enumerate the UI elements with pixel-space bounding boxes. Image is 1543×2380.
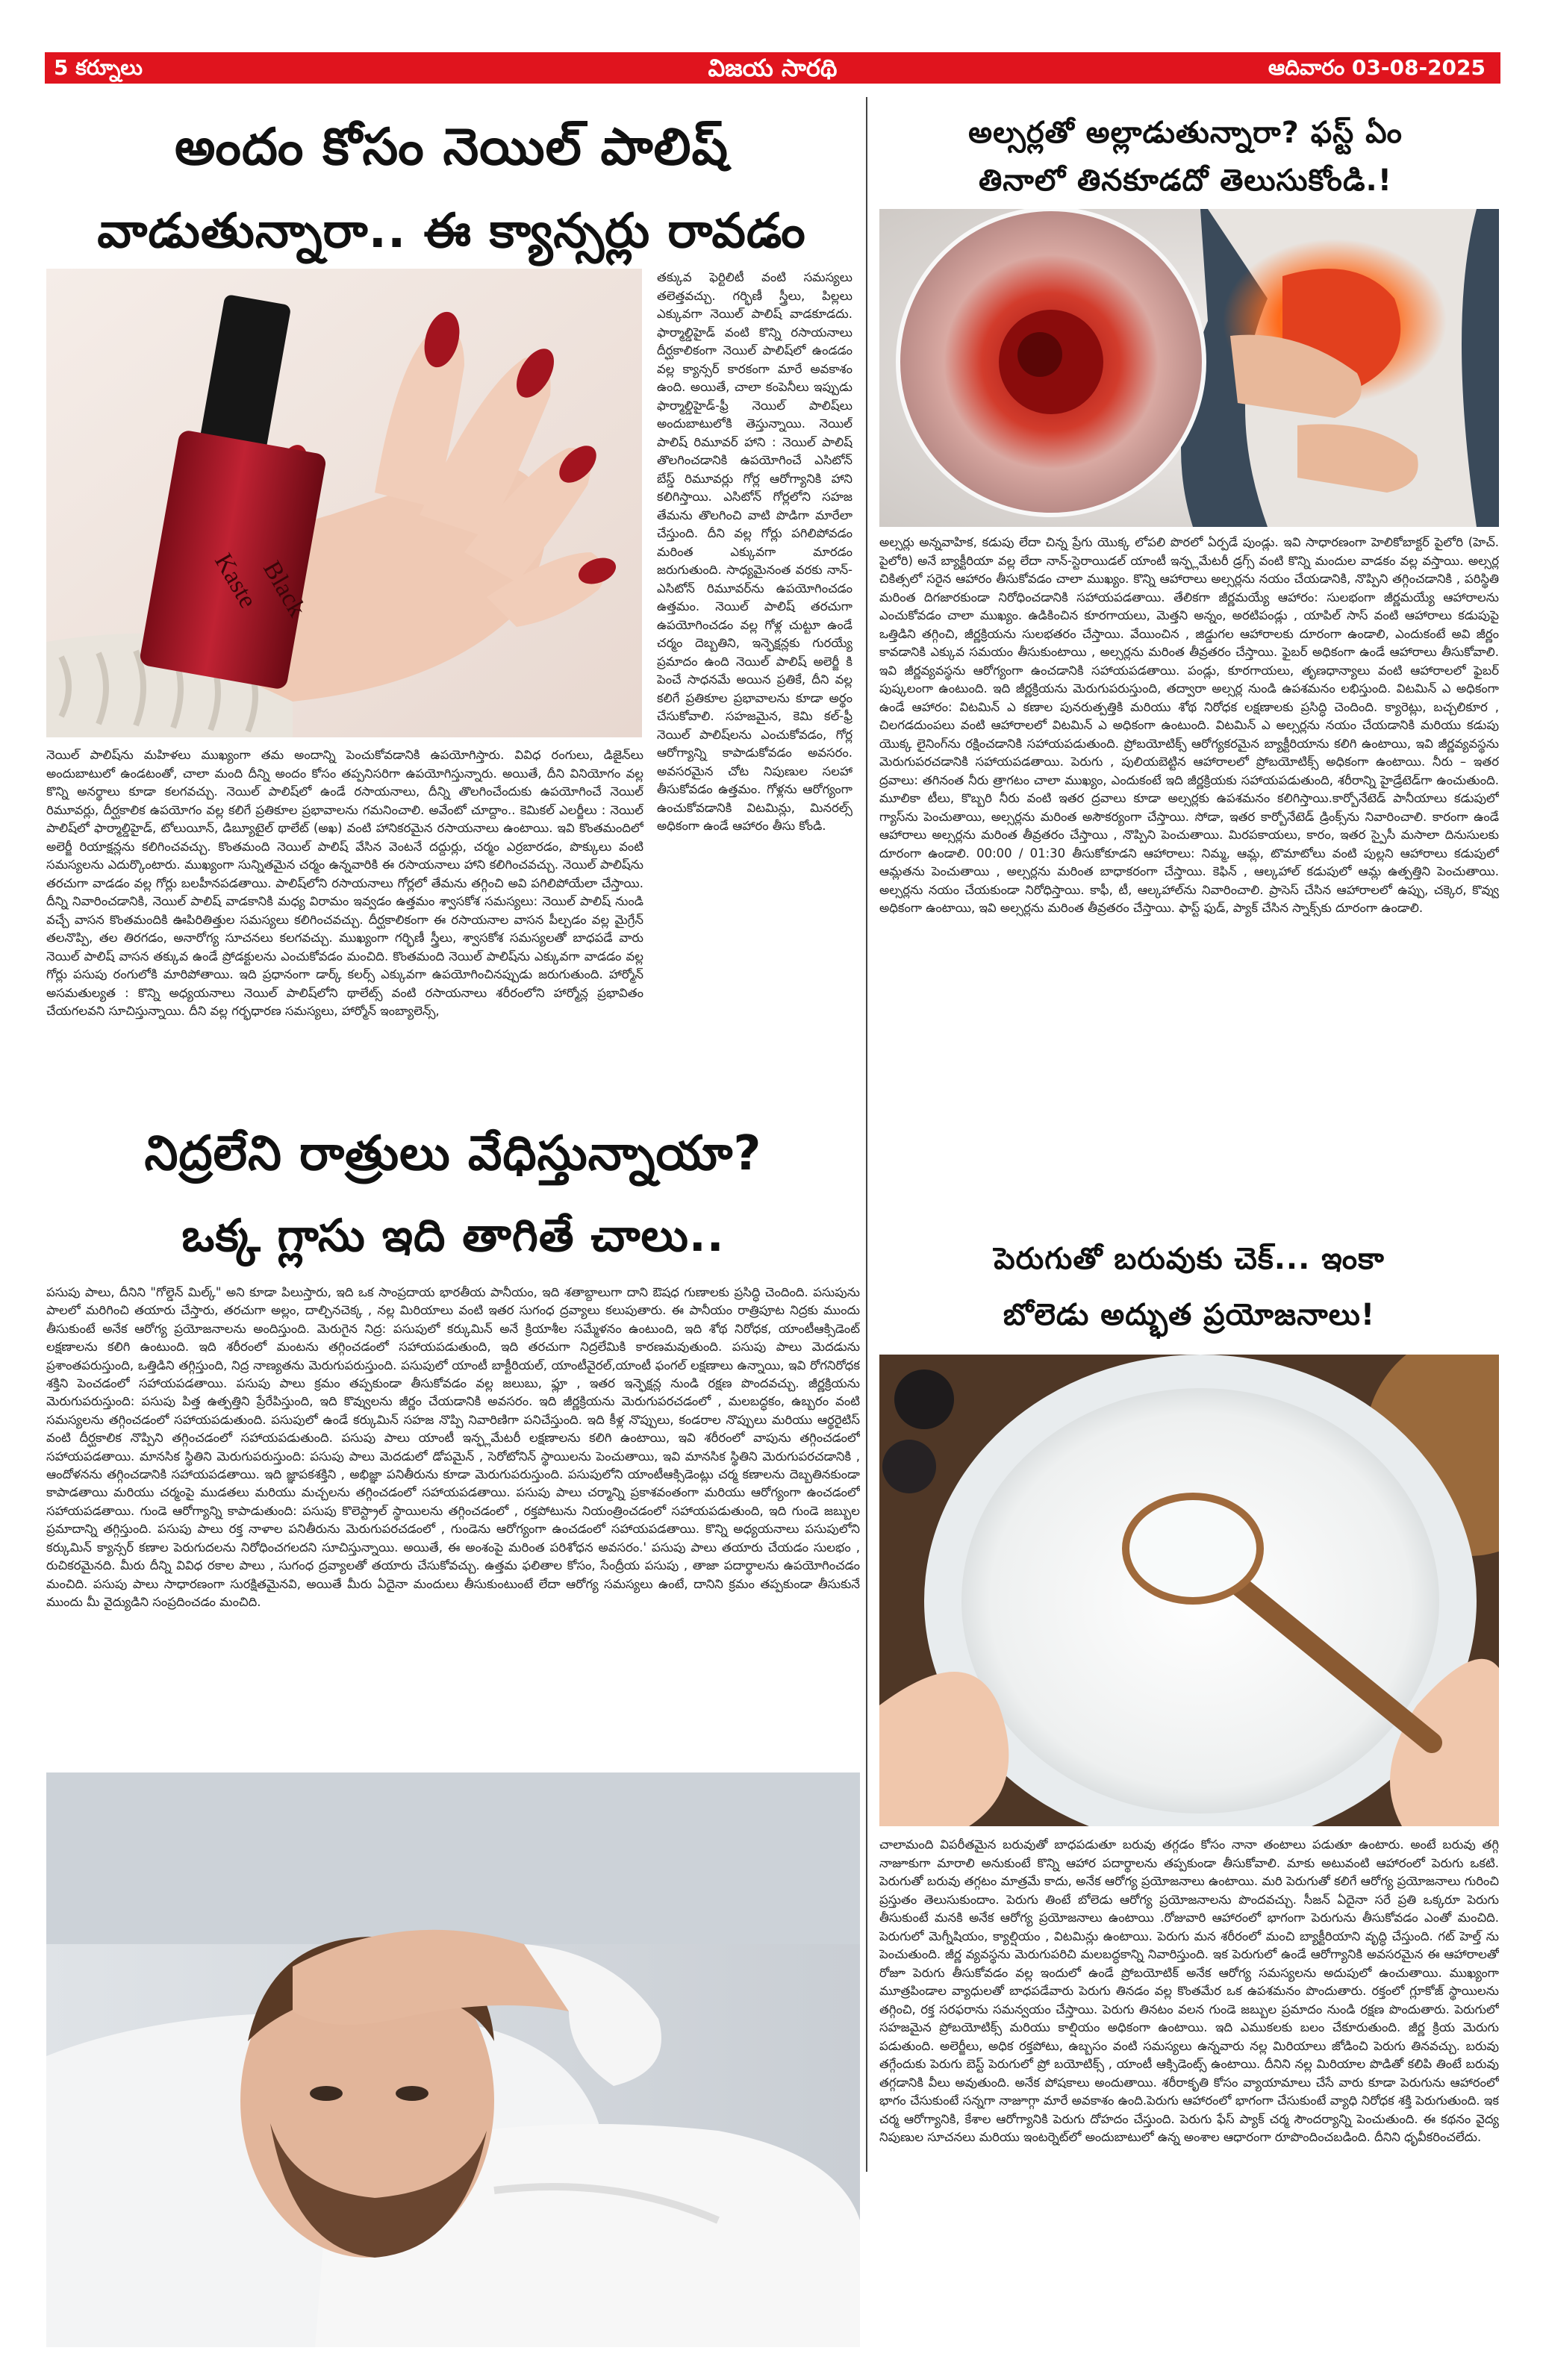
nail-headline-line2: వాడుతున్నారా.. ఈ క్యాన్సర్లు రావడం <box>97 204 806 259</box>
ulcer-headline-line2: తినాలో తినకూడదో తెలుసుకోండి.! <box>979 163 1392 198</box>
nail-polish-photo <box>46 269 642 737</box>
nail-side-text: తక్కువ ఫెర్టిలిటీ వంటి సమస్యలు తలెత్తవచ్చు. గర్భిణీ స్త్రీలు, పిల్లలు ఎక్కువగా నెయిల్ పాలిష్ వాడకూడదు. ఫార్మాల్డిహైడ్ వంటి కొన్ని రసాయనాలు దీర్ఘకాలికంగా నెయిల్ పాలిష్‌లో ఉండడం వల్ల క్యాన్సర్ కారకంగా మారే అవకాశం ఉంది. అయితే, చాలా కంపెనీలు ఇప్పుడు ఫార్మాల్డిహైడ్-ఫ్రీ నెయిల్ పాలిష్‌లు అందుబాటులోకి తెస్తున్నాయి. నెయిల్ పాలిష్ రిమూవర్ హాని : నెయిల్ పాలిష్ తొలగించడానికి ఉపయోగించే ఎసిటోన్ బేస్డ్ రిమూవర్లు గోర్ల ఆరోగ్యానికి హాని కలిగిస్తాయి. ఎసిటోన్ గోర్లలోని సహజ తేమను తొలగించి వాటి పొడిగా మారేలా చేస్తుంది. దీని వల్ల గోర్లు పగిలిపోవడం మరింత ఎక్కువగా మారడం జరుగుతుంది. సాధ్యమైనంత వరకు నాన్-ఎసిటోన్ రిమూవర్‌ను ఉపయోగించడం ఉత్తమం. నెయిల్ పాలిష్ తరచుగా ఉపయోగించడం వల్ల గోళ్ల చుట్టూ ఉండే చర్మం దెబ్బతిని, ఇన్ఫెక్షన్లకు గురయ్యే ప్రమాదం ఉంది నెయిల్ పాలిష్ అలెర్జీ కి పెంచే సాధనమే అయిన ప్రతికే, దీని వల్ల కలిగే ప్రతికూల ప్రభావాలను కూడా అర్థం చేసుకోవాలి. సహజమైన, కెమి కల్-ఫ్రీ నెయిల్ పాలిష్‌లను ఎంచుకోవడం, గోర్ల ఆరోగ్యాన్ని కాపాడుకోవడం అవసరం. అవసరమైన చోట నిపుణుల సలహా తీసుకోవడం ఉత్తమం. గోళ్లను ఆరోగ్యంగా ఉంచుకోవడానికి విటమిన్లు, మినరల్స్ అధికంగా ఉండే ఆహారం తీసు కోండి. <box>657 270 852 833</box>
nail-headline-line1: అందం కోసం నెయిల్ పాలిష్ <box>175 118 729 177</box>
ulcer-headline-line1: అల్సర్లతో అల్లాడుతున్నారా? ఫస్ట్ ఏం <box>968 116 1403 150</box>
curd-body-text: చాలామంది విపరీతమైన బరువుతో బాధపడుతూ బరువు తగ్గడం కోసం నానా తంటాలు పడుతూ ఉంటారు. అంటే బరువు తగ్గి నాజూకుగా మారాలి అనుకుంటే కొన్ని ఆహార పదార్థాలను తప్పకుండా తీసుకోవాలి. మాకు అటువంటి ఆహారంలో పెరుగు ఒకటి. పెరుగుతో బరువు తగ్గటం మాత్రమే కాదు, అనేక ఆరోగ్య ప్రయోజనాలు ఉంటాయి. మరి పెరుగుతో కలిగే ఆరోగ్య ప్రయోజనాలు గురించి ప్రస్తుతం తెలుసుకుందాం. పెరుగు తింటే బోలెడు ఆరోగ్య ప్రయోజనాలను పొందవచ్చు. సీజన్ ఏదైనా సరే ప్రతి ఒక్కరూ పెరుగు తీసుకుంటే మనకి అనేక ఆరోగ్య ప్రయోజనాలు ఉంటాయి .రోజువారి ఆహారంలో భాగంగా పెరుగును తీసుకోవడం ఎంతో మంచిది. పెరుగులో మెగ్నీషియం, క్యాల్షియం , విటమిన్లు ఉంటాయి. పెరుగు మన శరీరంలో మంచి బ్యాక్టీరియాని వృద్ధి చేస్తుంది. గట్ హెల్త్ ను పెంచుతుంది. జీర్ణ వ్యవస్థను మెరుగుపరిచి మలబద్ధకాన్ని నివారిస్తుంది. ఇక పెరుగులో ఉండే ఆరోగ్యానికి అవసరమైన ఈ ఆహారాలతో రోజూ పెరుగు తీసుకోవడం వల్ల ఇందులో ఉండే ప్రోబయోటిక్ అనేక ఆరోగ్య సమస్యలను అదుపులో ఉంచుతాయి. ముఖ్యంగా మూత్రపిండాల వ్యాధులతో బాధపడేవారు పెరుగు తినడం వల్ల కొంతమేర ఒక ఉపశమనం పొందుతారు. రక్తంలో గ్లూకోజ్ స్థాయిలను తగ్గించి, రక్త సరఫరాను సమన్వయం చేస్తాయి. పెరుగు తినటం వలన గుండె జబ్బుల ప్రమాదం నుండి రక్షణ పొందుతారు. పెరుగులో సహజమైన ప్రోబయోటిక్స్ మరియు కాల్షియం అధికంగా ఉంటాయి. ఇది ఎముకలకు బలం చేకూరుతుంది. జీర్ణ క్రియ మెరుగు పడుతుంది. అలెర్జీలు, అధిక రక్తపోటు, ఉబ్బసం వంటి సమస్యలు ఉన్నవారు నల్ల మిరియాలు జోడించి పెరుగు తినవచ్చు. బరువు తగ్గేందుకు పెరుగు బెస్ట్ పెరుగులో ప్రో బయోటిక్స్ , యాంటీ ఆక్సిడెంట్స్ ఉంటాయి. దీనిని నల్ల మిరియాల పొడితో కలిపి తింటే బరువు తగ్గడానికి వీలు అవుతుంది. అనేక పోషకాలు అందుతాయి. శరీరాకృతి కోసం వ్యాయామాలు చేసే వారు కూడా పెరుగును ఆహారంలో భాగం చేసుకుంటే సన్నగా నాజూగ్గా మారే అవకాశం ఉంది.పెరుగు ఆహారంలో భాగంగా చేసుకుంటే వ్యాధి నిరోధక శక్తి పెరుగుతుంది. ఇక చర్మ ఆరోగ్యానికి, కేశాల ఆరోగ్యానికి పెరుగు దోహదం చేస్తుంది. పెరుగు ఫేస్ ప్యాక్ చర్మ సౌందర్యాన్ని పెంచుతుంది. ఈ కథనం వైద్య నిపుణుల సూచనలు మరియు ఇంటర్నెట్‌లో అందుబాటులో ఉన్న అంశాల ఆధారంగా రూపొందించబడింది. దీనిని ధృవీకరించలేదు. <box>879 1837 1499 2144</box>
masthead-band <box>45 52 1500 84</box>
page-label: 5 కర్నూలు <box>54 55 143 80</box>
sleepless-man-photo <box>46 1772 860 2347</box>
sleep-headline-line1-visible: నిద్రలేని రాత్రులు వేధిస్తున్నాయా? <box>144 1126 762 1181</box>
issue-date: ఆదివారం 03-08-2025 <box>1268 55 1486 80</box>
paper-name: విజయ సారథి <box>708 54 838 82</box>
stomach-ulcer-photo <box>879 209 1499 527</box>
nail-body-text: నెయిల్ పాలిష్‌ను మహిళలు ముఖ్యంగా తమ అందాన్ని పెంచుకోవడానికి ఉపయోగిస్తారు. వివిధ రంగులు, డిజైన్‌లు అందుబాటులో ఉండటంతో, చాలా మంది దీన్ని అందం కోసం తప్పనిసరిగా ఉపయోగిస్తున్నారు. అయితే, దీని వినియోగం వల్ల కొన్ని అనర్థాలు కూడా కలగవచ్చు. నెయిల్ పాలిష్‌లో ఉండే రసాయనాలు, దీన్ని తొలగించేందుకు ఉపయోగించే నెయిల్ రిమూవర్లు, దీర్ఘకాలిక ఉపయోగం వల్ల కలిగే ప్రతికూల ప్రభావాలను గమనించాలి. అవేంటో చూద్దాం.. కెమికల్ ఎలర్జీలు : నెయిల్ పాలిష్‌లో ఫార్మాల్డిహైడ్, టోలుయీన్, డిబ్యూటైల్ థాలేట్ (అఖ) వంటి హానికరమైన రసాయనాలు ఉంటాయి. ఇవి కొంతమందిలో అలెర్జీ రియాక్షన్లను కలిగించవచ్చు. కొంతమంది నెయిల్ పాలిష్ వేసిన వెంటనే దద్దుర్లు, చర్మం ఎర్రబారడం, పొక్కులు వంటి సమస్యలను ఎదుర్కొంటారు. ముఖ్యంగా సున్నితమైన చర్మం ఉన్నవారికి ఈ రసాయనాలు హాని కలిగించవచ్చు. నెయిల్ పాలిష్‌ను తరచుగా వాడడం వల్ల గోర్లు బలహీనపడతాయి. పాలిష్‌లోని రసాయనాలు గోర్లలో తేమను తగ్గించి అవి పగిలిపోయేలా చేస్తాయి. దీన్ని నివారించడానికి, నెయిల్ పాలిష్ వాడకానికి మధ్య విరామం ఇవ్వడం ఉత్తమం శ్వాసకోశ సమస్యలు: నెయిల్ పాలిష్ నుండి వచ్చే వాసన కొంతమందికి ఊపిరితిత్తుల సమస్యలు కలిగించవచ్చు. దీర్ఘకాలికంగా ఈ రసాయనాల వాసన పీల్చడం వల్ల మైగ్రేన్ తలనొప్పి, తల తిరగడం, అనారోగ్య సూచనలు కలగవచ్చు. ముఖ్యంగా గర్భిణీ స్త్రీలు, శ్వాసకోశ సమస్యలతో బాధపడే వారు నెయిల్ పాలిష్ వాసన తక్కువ ఉండే ప్రోడక్టులను ఎంచుకోవడం మంచిది. కొంతమంది నెయిల్ పాలిష్‌ను ఎక్కువగా వాడడం వల్ల గోర్లు పసుపు రంగులోకి మారిపోతాయి. ఇది ప్రధానంగా డార్క్ కలర్స్ ఎక్కువగా ఉపయోగించినప్పుడు జరుగుతుంది. హార్మోన్ అసమతుల్యత : కొన్ని అధ్యయనాలు నెయిల్ పాలిష్‌లోని థాలేట్స్ వంటి రసాయనాలు శరీరంలోని హార్మోన్ల ప్రభావితం చేయగలవని సూచిస్తున్నాయి. దీని వల్ల గర్భధారణ సమస్యలు, హార్మోన్ ఇంబ్యాలెన్స్, <box>46 748 643 1018</box>
curd-bowl-photo <box>879 1355 1499 1826</box>
ulcer-body-text: అల్సర్లు అన్నవాహిక, కడుపు లేదా చిన్న ప్రేగు యొక్క లోపలి పొరలో ఏర్పడే పుండ్లు. ఇవి సాధారణంగా హెలికోబాక్టర్ పైలోరి (హెచ్. పైలోరి) అనే బ్యాక్టీరియా వల్ల లేదా నాన్-స్టెరాయిడల్ యాంటీ ఇన్ఫ్లమేటరీ డ్రగ్స్ వంటి కొన్ని మందుల వాడకం వల్ల వస్తాయి. అల్సర్ల చికిత్సలో సరైన ఆహారం తీసుకోవడం చాలా ముఖ్యం. కొన్ని ఆహారాలు అల్సర్లను నయం చేయడానికి, నొప్పిని తగ్గించడానికి , పరిస్థితి మరింత దిగజారకుండా నిరోధించడానికి సహాయపడతాయి. తేలికగా జీర్ణమయ్యే ఆహారం: సులభంగా జీర్ణమయ్యే ఆహారాలను ఎంచుకోవడం చాలా ముఖ్యం. ఉడికించిన కూరగాయలు, మెత్తని అన్నం, అరటిపండ్లు , యాపిల్ సాస్ వంటి ఆహారాలు కడుపుపై ఒత్తిడిని తగ్గించి, జీర్ణక్రియను సులభతరం చేస్తాయి. వేయించిన , జిడ్డుగల ఆహారాలకు దూరంగా ఉండాలి, ఎందుకంటే అవి జీర్ణం కావడానికి ఎక్కువ సమయం తీసుకుంటాయి , అల్సర్లను మరింత తీవ్రతరం చేస్తాయి. ఫైబర్ అధికంగా ఉండే ఆహారాలు తీసుకోవాలి. ఇవి జీర్ణవ్యవస్థను ఆరోగ్యంగా ఉంచడానికి సహాయపడతాయి. పండ్లు, కూరగాయలు, తృణధాన్యాలు వంటి ఆహారాలలో ఫైబర్ పుష్కలంగా ఉంటుంది. ఇది జీర్ణక్రియను మెరుగుపరుస్తుంది, తద్వారా అల్సర్ల నుండి ఉపశమనం లభిస్తుంది. విటమిన్ ఎ అధికంగా ఉండే ఆహారం: విటమిన్ ఎ కణాల పునరుత్పత్తికి మరియు శోథ నిరోధక లక్షణాలకు ప్రసిద్ధి చెందింది. క్యారెట్లు, బచ్చలికూర , చిలగడదుంపలు వంటి ఆహారాలలో విటమిన్ ఎ అధికంగా ఉంటుంది. విటమిన్ ఎ అల్సర్లను నయం చేయడానికి మరియు కడుపు యొక్క లైనింగ్‌ను రక్షించడానికి సహాయపడుతుంది. ప్రోబయోటిక్స్ ఆరోగ్యకరమైన బ్యాక్టీరియాను కలిగి ఉంటాయి, ఇవి జీర్ణవ్యవస్థను మెరుగుపరచడానికి సహాయపడతాయి. పెరుగు , పులియబెట్టిన ఆహారాలలో ప్రోబయోటిక్స్ అధికంగా ఉంటాయి. నీరు – ఇతర ద్రవాలు: తగినంత నీరు త్రాగటం చాలా ముఖ్యం, ఎందుకంటే ఇది జీర్ణక్రియకు సహాయపడుతుంది, శరీరాన్ని హైడ్రేటెడ్‌గా ఉంచుతుంది. మూలికా టీలు, కొబ్బరి నీరు వంటి ఇతర ద్రవాలు కూడా అల్సర్లకు ఉపశమనం కలిగిస్తాయి.కార్బోనేటెడ్ పానీయాలు కడుపులో గ్యాస్‌ను పెంచుతాయి, అల్సర్లను మరింత అసౌకర్యంగా చేస్తాయి. సోడా, ఇతర కార్బోనేటెడ్ డ్రింక్స్‌ను నివారించాలి. కారంగా ఉండే ఆహారాలు అల్సర్లను మరింత తీవ్రతరం చేస్తాయి , నొప్పిని పెంచుతాయి. మిరపకాయలు, కారం, ఇతర స్పైసీ మసాలా దినుసులకు దూరంగా ఉండాలి. 00:00 / 01:30 తీసుకోకూడని ఆహారాలు: నిమ్మ, ఆమ్ల, టొమాటోలు వంటి పుల్లని ఆహారాలు కడుపులో ఆమ్లతను పెంచుతాయి , అల్సర్లను మరింత బాధాకరంగా చేస్తాయి. కెఫిన్ , ఆల్కహాల్ కడుపులో ఆమ్ల ఉత్పత్తిని పెంచుతాయి. అల్సర్లను నయం చేయకుండా నిరోధిస్తాయి. కాఫీ, టీ, ఆల్కహాల్‌ను నివారించాలి. ప్రాసెస్ చేసిన ఆహారాలలో ఉప్పు, చక్కెర, కొవ్వు అధికంగా ఉంటాయి, ఇవి అల్సర్లను మరింత తీవ్రతరం చేస్తాయి. ఫాస్ట్ ఫుడ్, ప్యాక్ చేసిన స్నాక్స్‌కు దూరంగా ఉండాలి. <box>879 535 1499 915</box>
curd-headline-line2: బోలెడు అద్భుత ప్రయోజనాలు! <box>1003 1298 1376 1332</box>
bottle-label-1: Kaste <box>209 549 262 613</box>
bottle-label-2: Black <box>258 556 311 622</box>
sleep-headline-line2: ఒక్క గ్లాసు ఇది తాగితే చాలు.. <box>181 1210 725 1262</box>
sleep-body-text: పసుపు పాలు, దీనిని "గోల్డెన్ మిల్క్" అని కూడా పిలుస్తారు, ఇది ఒక సాంప్రదాయ భారతీయ పానీయం, ఇది శతాబ్దాలుగా దాని ఔషధ గుణాలకు ప్రసిద్ధి చెందింది. పసుపును పాలలో మరిగించి తయారు చేస్తారు, తరచుగా అల్లం, దాల్చినచెక్క , నల్ల మిరియాలు వంటి ఇతర సుగంధ ద్రవ్యాలు కలుపుతారు. ఈ పానీయం రాత్రిపూట నిద్రకు ముందు తీసుకుంటే అనేక ఆరోగ్య ప్రయోజనాలను అందిస్తుంది. మెరుగైన నిద్ర: పసుపులో కర్కుమిన్ అనే క్రియాశీల సమ్మేళనం ఉంటుంది, ఇది శోథ నిరోధక, యాంటీఆక్సిడెంట్ లక్షణాలను కలిగి ఉంటుంది. ఇది శరీరంలో మంటను తగ్గించడంలో సహాయపడుతుంది, ఇది తరచుగా నిద్రలేమికి కారణమవుతుంది. పసుపు పాలు మెదడును ప్రశాంతపరుస్తుంది, ఒత్తిడిని తగ్గిస్తుంది, నిద్ర నాణ్యతను మెరుగుపరుస్తుంది. పసుపులో యాంటీ బాక్టీరియల్, యాంటీవైరల్,యాంటీ ఫంగల్ లక్షణాలు ఉన్నాయి, ఇవి రోగనిరోధక శక్తిని పెంచడంలో సహాయపడతాయి. పసుపు పాలు క్రమం తప్పకుండా తీసుకోవడం వల్ల జలుబు, ఫ్లూ , ఇతర ఇన్ఫెక్షన్ల నుండి రక్షణ పొందవచ్చు. జీర్ణక్రియను మెరుగుపరుస్తుంది: పసుపు పిత్త ఉత్పత్తిని ప్రేరేపిస్తుంది, ఇది కొవ్వులను జీర్ణం చేయడానికి అవసరం. ఇది జీర్ణక్రియను మెరుగుపరచడంలో , మలబద్ధకం, ఉబ్బరం వంటి సమస్యలను తగ్గించడంలో సహాయపడుతుంది. పసుపులో ఉండే కర్కుమిన్ సహజ నొప్పి నివారిణిగా పనిచేస్తుంది. ఇది కీళ్ల నొప్పులు, కండరాల నొప్పులు మరియు ఆర్థరైటిస్ వంటి దీర్ఘకాలిక నొప్పిని తగ్గించడంలో సహాయపడుతుంది. పసుపు పాలు యాంటీ ఇన్ఫ్లమేటరీ లక్షణాలను కలిగి ఉంటాయి, ఇవి శరీరంలో వాపును తగ్గించడంలో సహాయపడతాయి. మానసిక స్థితిని మెరుగుపరుస్తుంది: పసుపు పాలు మెదడులో డోపమైన్ , సెరోటోనిన్ స్థాయిలను పెంచుతాయి, ఇవి మానసిక స్థితిని మెరుగుపరచడానికి , ఆందోళనను తగ్గించడానికి సహాయపడతాయి. ఇది జ్ఞాపకశక్తిని , అభిజ్ఞా పనితీరును కూడా మెరుగుపరుస్తుంది. పసుపులోని యాంటీఆక్సిడెంట్లు చర్మ కణాలను దెబ్బతినకుండా కాపాడతాయి మరియు చర్మంపై ముడతలు మరియు మచ్చలను తగ్గించడంలో సహాయపడతాయి. పసుపు పాలు చర్మాన్ని ప్రకాశవంతంగా మరియు ఆరోగ్యంగా ఉంచడంలో సహాయపడతాయి. గుండె ఆరోగ్యాన్ని కాపాడుతుంది: పసుపు కొలెస్ట్రాల్ స్థాయిలను తగ్గించడంలో , రక్తపోటును నియంత్రించడంలో సహాయపడుతుంది, ఇది గుండె జబ్బుల ప్రమాదాన్ని తగ్గిస్తుంది. పసుపు పాలు రక్త నాళాల పనితీరును మెరుగుపరచడంలో , గుండెను ఆరోగ్యంగా ఉంచడంలో సహాయపడతాయి. కొన్ని అధ్యయనాలు పసుపులోని కర్కుమిన్ క్యాన్సర్ కణాల పెరుగుదలను నిరోధించగలదని సూచిస్తున్నాయి. అయితే, ఈ అంశంపై మరింత పరిశోధన అవసరం.' పసుపు పాలు తయారు చేయడం సులభం , రుచికరమైనది. మీరు దీన్ని వివిధ రకాల పాలు , సుగంధ ద్రవ్యాలతో తయారు చేసుకోవచ్చు. ఉత్తమ ఫలితాల కోసం, సేంద్రీయ పసుపు , తాజా పదార్థాలను ఉపయోగించడం మంచిది. పసుపు పాలు సాధారణంగా సురక్షితమైనవి, అయితే మీరు ఏదైనా మందులు తీసుకుంటుంటే లేదా ఆరోగ్య సమస్యలు ఉంటే, దానిని క్రమం తప్పకుండా తీసుకునే ముందు మీ వైద్యుడిని సంప్రదించడం మంచిది. <box>46 1285 860 1609</box>
column-divider <box>866 97 867 2172</box>
curd-headline-line1: పెరుగుతో బరువుకు చెక్... ఇంకా <box>994 1242 1385 1276</box>
